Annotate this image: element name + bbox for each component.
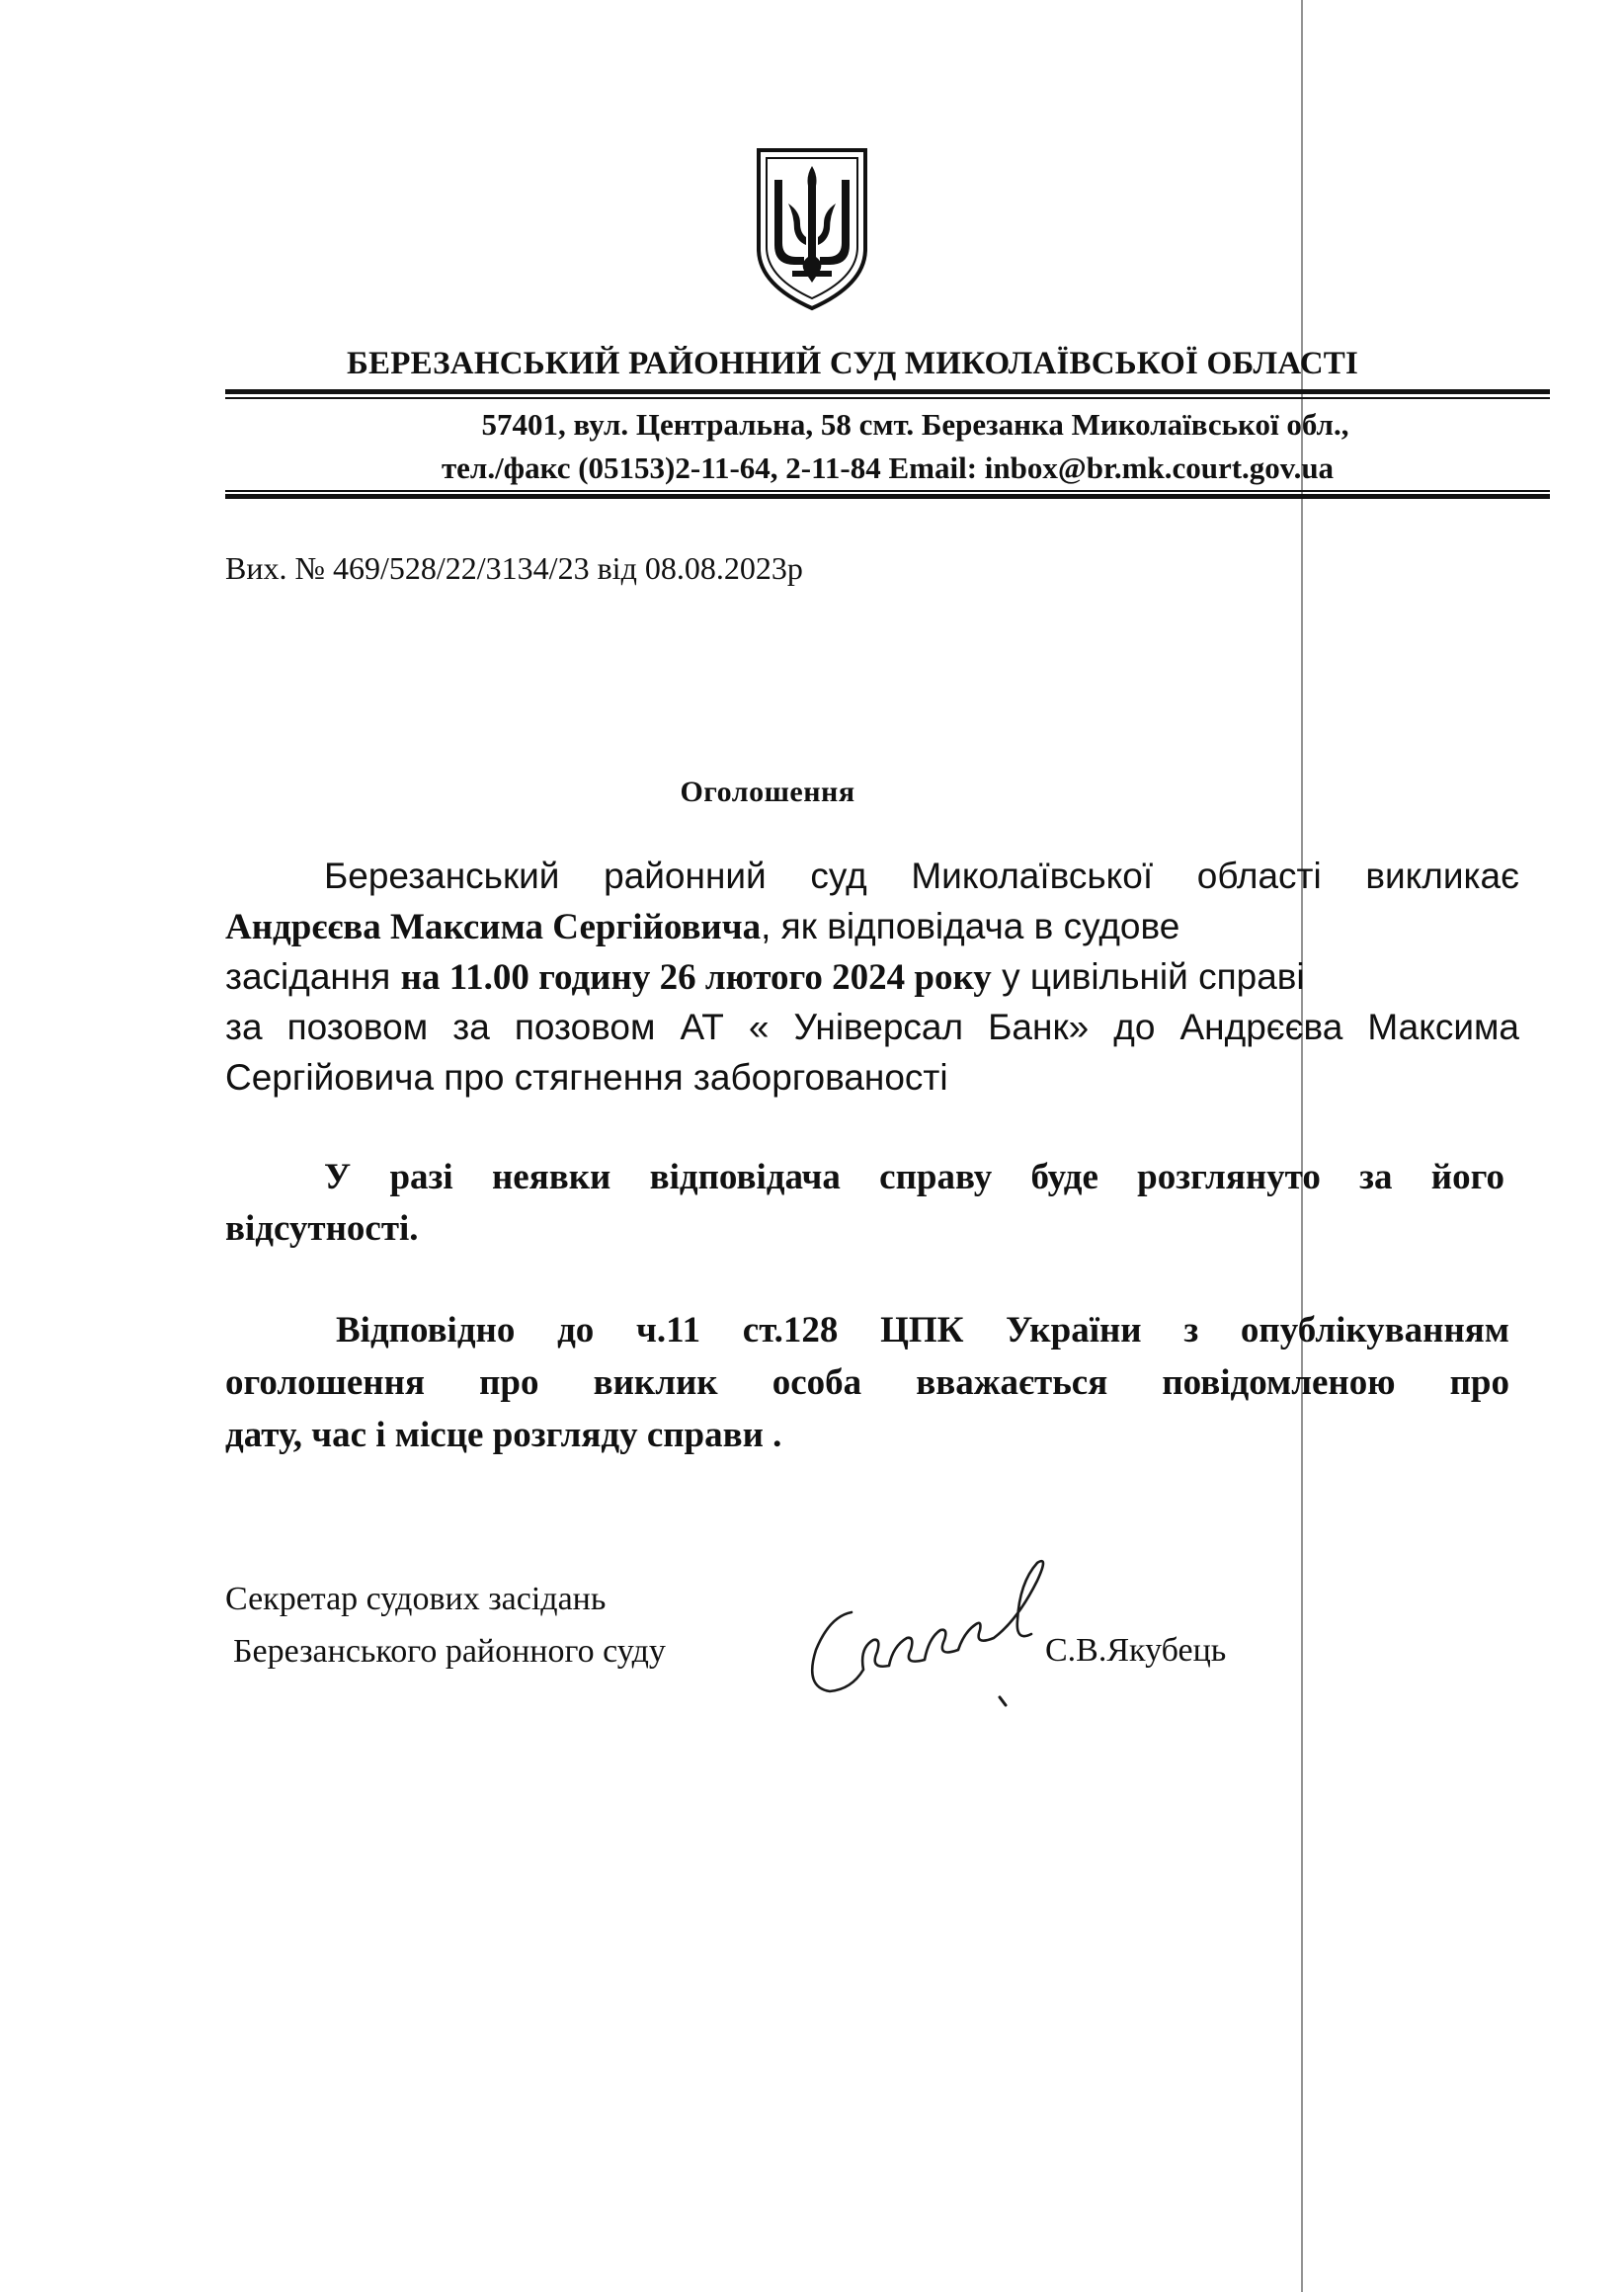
signatory-court: Березанського районного суду [233,1633,666,1670]
body-line: за позовом за позовом АТ « Універсал Банк» до Андрєєва Максима [225,1007,1519,1047]
body-text: засідання [225,956,401,997]
court-contacts: тел./факс (05153)2-11-64, 2-11-84 Email: inbox@br.mk.court.gov.ua [441,450,1335,485]
body-line: Березанський районний суд Миколаївської області викликає [324,856,1519,896]
signatory-position: Секретар судових засідань [225,1581,607,1617]
body-text: у цивільній справі [991,956,1305,997]
defendant-name: Андрєєва Максима Сергійовича [225,907,762,947]
trident-coat-of-arms-icon [753,146,871,312]
court-address: 57401, вул. Центральна, 58 смт. Березанка Миколаївської обл., [481,407,1349,442]
scan-fold-line [1301,0,1303,2292]
letterhead-rule-top-thin [225,397,1550,399]
letterhead-rule-bottom-thin [225,490,1550,492]
legal-basis-line: Відповідно до ч.11 ст.128 ЦПК України з опублікуванням [336,1310,1509,1351]
body-line [225,906,1519,948]
warning-line: У разі неявки відповідача справу буде розглянуто за його [324,1157,1504,1197]
body-line [225,956,1519,999]
document-title: Оголошення [680,776,855,808]
court-name: БЕРЕЗАНСЬКИЙ РАЙОННИЙ СУД МИКОЛАЇВСЬКОЇ ОБЛАСТІ [346,346,1358,381]
handwritten-signature [790,1521,1116,1719]
signer-name: С.В.Якубець [1045,1632,1227,1669]
letterhead-rule-top [225,389,1550,394]
outgoing-reference: Вих. № 469/528/22/3134/23 від 08.08.2023р [225,550,803,586]
warning-line: відсутності. [225,1208,419,1249]
body-text: , як відповідача в судове [761,906,1180,946]
hearing-datetime: на 11.00 годину 26 лютого 2024 року [400,957,992,998]
legal-basis-line: дату, час і місце розгляду справи . [225,1415,782,1455]
body-line: Сергійовича про стягнення заборгованості [225,1057,948,1098]
letterhead-rule-bottom [225,494,1550,499]
legal-basis-line: оголошення про виклик особа вважається повідомленою про [225,1362,1509,1403]
